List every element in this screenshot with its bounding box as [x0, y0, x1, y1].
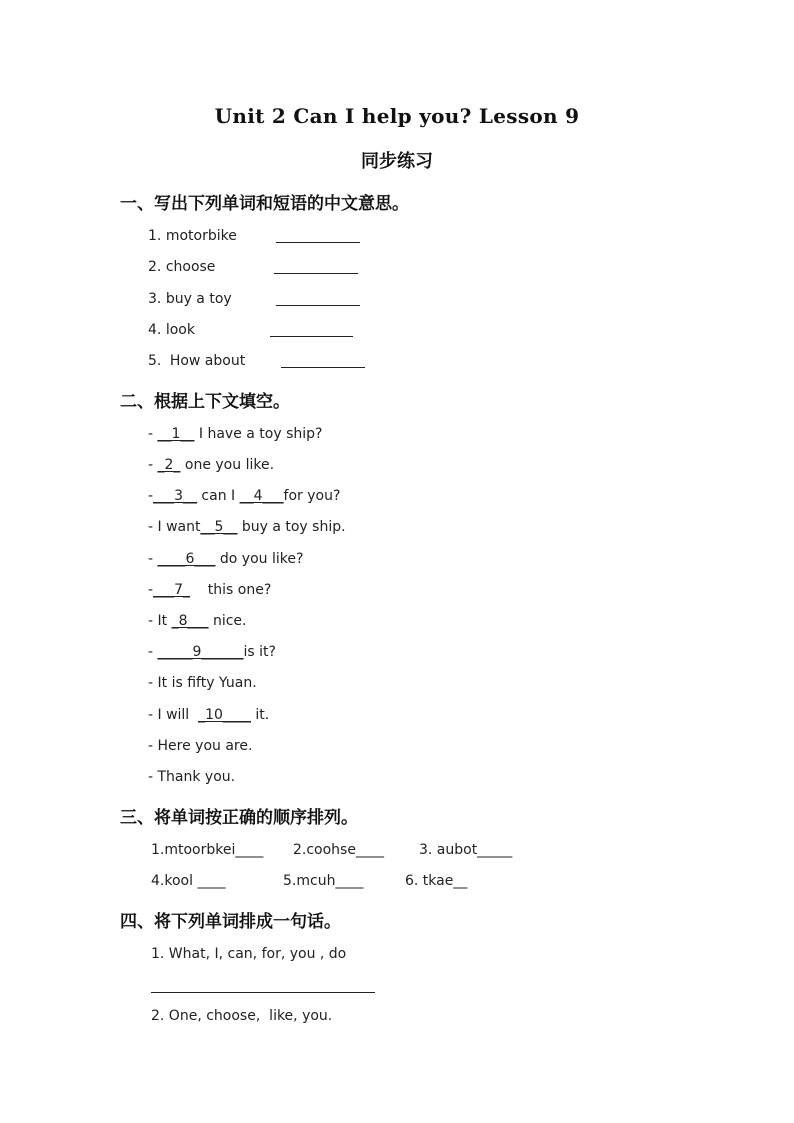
dialogue-text: can I	[196, 488, 240, 504]
fill-blank: __5__	[200, 519, 238, 535]
vocab-word: How about	[169, 353, 246, 369]
sentence-item: 2. One, choose, like, you.	[151, 1008, 333, 1024]
fill-blank: ____6___	[157, 551, 216, 567]
vocab-item	[148, 353, 245, 369]
vocab-item	[148, 228, 237, 244]
dialogue-line	[148, 519, 346, 535]
scramble-word: 1.mtoorbkei	[151, 842, 236, 858]
vocab-word: motorbike	[165, 228, 237, 244]
vocab-word: buy a toy	[165, 291, 232, 307]
dialogue-text: - It is fifty Yuan.	[148, 675, 257, 691]
dialogue-text: -	[148, 488, 154, 504]
fill-blank: __1__	[157, 426, 195, 442]
vocab-number: 5.	[148, 353, 162, 369]
section1-heading: 一、写出下列单词和短语的中文意思。	[120, 194, 409, 214]
dialogue-text: is it?	[243, 644, 276, 660]
dialogue-text: do you like?	[215, 551, 304, 567]
dialogue-line	[148, 769, 235, 785]
fill-blank: _____	[477, 842, 513, 858]
fill-blank: _____9______	[157, 644, 244, 660]
dialogue-text: buy a toy ship.	[237, 519, 346, 535]
scramble-word: 4.kool	[151, 873, 198, 889]
fill-blank: ___3__	[153, 488, 197, 504]
scramble-word: 2.coohse	[293, 842, 356, 858]
dialogue-text: - I want	[148, 519, 201, 535]
scramble-item	[151, 842, 263, 858]
dialogue-text: this one?	[189, 582, 272, 598]
vocab-item	[148, 322, 195, 338]
dialogue-text: for you?	[283, 488, 341, 504]
dialogue-text: - I will	[148, 707, 199, 723]
dialogue-line	[148, 675, 257, 691]
scramble-item	[405, 873, 467, 889]
vocab-number: 2.	[148, 259, 162, 275]
scramble-item	[293, 842, 384, 858]
dialogue-text: - It	[148, 613, 172, 629]
dialogue-text: one you like.	[180, 457, 275, 473]
fill-blank: __4___	[239, 488, 284, 504]
section4-heading: 四、将下列单词排成一句话。	[120, 912, 341, 932]
scramble-word: 6. tkae	[405, 873, 454, 889]
vocab-item	[148, 259, 215, 275]
fill-blank: ____	[355, 842, 384, 858]
answer-blank	[276, 242, 360, 243]
vocab-number: 1.	[148, 228, 162, 244]
answer-blank	[276, 305, 360, 306]
dialogue-text: I have a toy ship?	[194, 426, 323, 442]
dialogue-line	[148, 707, 269, 723]
dialogue-text: -	[148, 644, 158, 660]
dialogue-line	[148, 613, 246, 629]
dialogue-text: nice.	[208, 613, 247, 629]
dialogue-text: - Thank you.	[148, 769, 236, 785]
dialogue-text: -	[148, 551, 158, 567]
fill-blank: _8___	[171, 613, 209, 629]
scramble-item	[283, 873, 363, 889]
fill-blank: ____	[197, 873, 226, 889]
vocab-item	[148, 291, 232, 307]
dialogue-text: -	[148, 457, 158, 473]
dialogue-line	[148, 426, 322, 442]
dialogue-line	[148, 738, 252, 754]
dialogue-line	[148, 551, 303, 567]
dialogue-text: it.	[250, 707, 270, 723]
answer-blank	[281, 367, 365, 368]
page-title: Unit 2 Can I help you? Lesson 9	[214, 104, 580, 128]
dialogue-line	[148, 644, 276, 660]
page-subtitle: 同步练习	[361, 151, 433, 172]
vocab-word: choose	[165, 259, 216, 275]
answer-blank	[151, 992, 375, 993]
fill-blank: __	[453, 873, 468, 889]
fill-blank: ____	[335, 873, 364, 889]
section2-heading: 二、根据上下文填空。	[120, 392, 290, 412]
dialogue-text: -	[148, 426, 158, 442]
fill-blank: ____	[235, 842, 264, 858]
fill-blank: ___7_	[153, 582, 190, 598]
vocab-number: 4.	[148, 322, 162, 338]
dialogue-line	[148, 582, 271, 598]
fill-blank: _2_	[157, 457, 181, 473]
section3-heading: 三、将单词按正确的顺序排列。	[120, 808, 358, 828]
dialogue-text: -	[148, 582, 154, 598]
scramble-word: 3. aubot	[419, 842, 478, 858]
scramble-word: 5.mcuh	[283, 873, 336, 889]
dialogue-text: - Here you are.	[148, 738, 253, 754]
fill-blank: _10____	[198, 707, 251, 723]
answer-blank	[274, 273, 358, 274]
sentence-item: 1. What, I, can, for, you , do	[151, 946, 347, 962]
scramble-item	[151, 873, 225, 889]
scramble-item	[419, 842, 512, 858]
answer-blank	[270, 336, 353, 337]
dialogue-line	[148, 488, 340, 504]
dialogue-line	[148, 457, 274, 473]
vocab-word: look	[165, 322, 195, 338]
vocab-number: 3.	[148, 291, 162, 307]
